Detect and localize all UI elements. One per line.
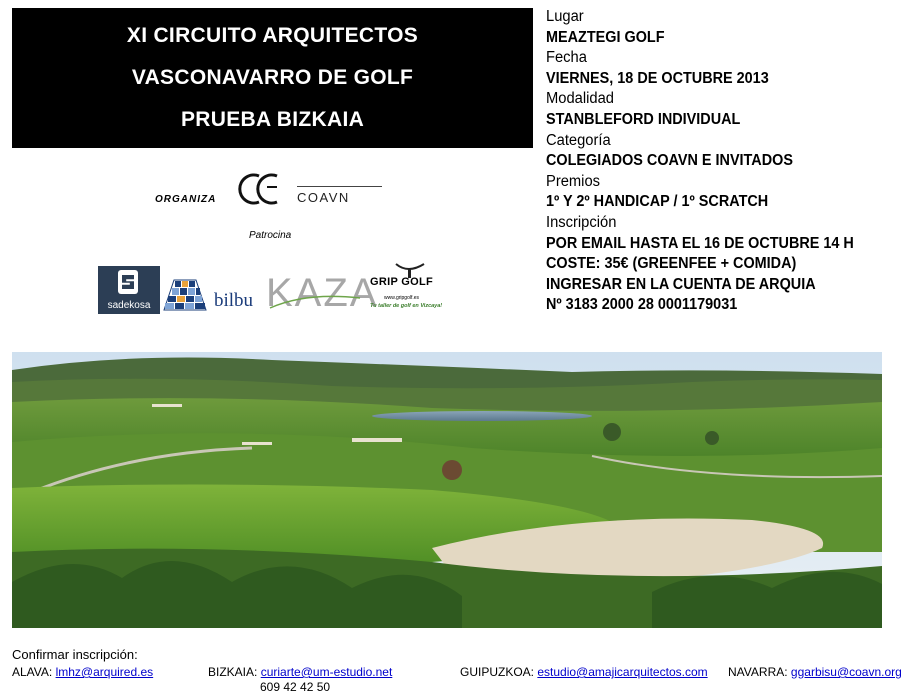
event-title-banner [12, 8, 533, 148]
gripgolf-logo [370, 262, 450, 314]
gripgolf-url: www.gripgolf.es [384, 295, 420, 301]
inscripcion-account-instruction: INGRESAR EN LA CUENTA DE ARQUIA [546, 275, 816, 293]
bizkaia-email-link[interactable]: curiarte@um-estudio.net [260, 665, 393, 679]
event-title-line-3: PRUEBA BIZKAIA [180, 108, 365, 131]
sadekosa-s-icon [118, 270, 138, 294]
event-details [546, 7, 896, 316]
inscripcion-label: Inscripción [546, 213, 617, 231]
confirm-inscription-label: Confirmar inscripción: [12, 647, 138, 662]
alava-label: ALAVA: [12, 665, 53, 679]
event-title-line-1: XI CIRCUITO ARQUITECTOS [126, 24, 419, 47]
gripgolf-tagline: Tu taller de golf en Vizcaya! [370, 303, 443, 309]
gripgolf-name: GRIP GOLF [370, 276, 434, 288]
golf-course-photo [12, 352, 882, 628]
inscripcion-cost: COSTE: 35€ (GREENFEE + COMIDA) [546, 255, 797, 273]
guipuzkoa-label: GUIPUZKOA: [460, 665, 535, 679]
bilbu-logo: bilbu [214, 290, 254, 311]
alava-contact [12, 665, 153, 679]
modalidad-label: Modalidad [546, 90, 614, 108]
bizkaia-phone: 609 42 42 50 [260, 680, 331, 694]
sponsor-logos [98, 262, 458, 317]
guipuzkoa-email-link[interactable]: estudio@amajicarquitectos.com [537, 665, 708, 679]
fecha-value: VIERNES, 18 DE OCTUBRE 2013 [546, 69, 769, 87]
fecha-label: Fecha [546, 49, 587, 67]
inscripcion-account-number: Nº 3183 2000 28 0001179031 [546, 296, 738, 314]
guipuzkoa-contact [460, 665, 708, 679]
coavn-line [297, 186, 382, 187]
modalidad-value: STANBLEFORD INDIVIDUAL [546, 110, 741, 128]
patrocina-label: Patrocina [249, 230, 292, 241]
navarra-email-link[interactable]: ggarbisu@coavn.org [790, 665, 902, 679]
kaza-logo-text: KAZA [266, 271, 379, 315]
coavn-name: COAVN [297, 190, 350, 205]
organiza-label: ORGANIZA [155, 194, 217, 205]
categoria-value: COLEGIADOS COAVN E INVITADOS [546, 152, 793, 170]
lugar-label: Lugar [546, 8, 584, 25]
alava-email-link[interactable]: lmhz@arquired.es [55, 665, 154, 679]
coavn-cc-logo-icon [237, 172, 293, 206]
kaza-logo [266, 262, 379, 315]
lugar-value: MEAZTEGI GOLF [546, 28, 665, 46]
navarra-contact [728, 665, 902, 679]
navarra-label: NAVARRA: [728, 665, 788, 679]
categoria-label: Categoría [546, 131, 611, 149]
event-title-line-2: VASCONAVARRO DE GOLF [131, 66, 414, 89]
premios-value: 1º Y 2º HANDICAP / 1º SCRATCH [546, 193, 769, 211]
bizkaia-contact [208, 665, 392, 679]
inscripcion-deadline: POR EMAIL HASTA EL 16 DE OCTUBRE 14 H [546, 234, 854, 252]
sadekosa-name: sadekosa [107, 300, 151, 311]
premios-label: Premios [546, 172, 601, 190]
sadekosa-logo [98, 266, 160, 314]
organizer-logo [155, 172, 395, 212]
grid-tiles-logo-icon [164, 276, 206, 310]
bizkaia-label: BIZKAIA: [208, 665, 258, 679]
golf-course-landscape [12, 352, 882, 628]
